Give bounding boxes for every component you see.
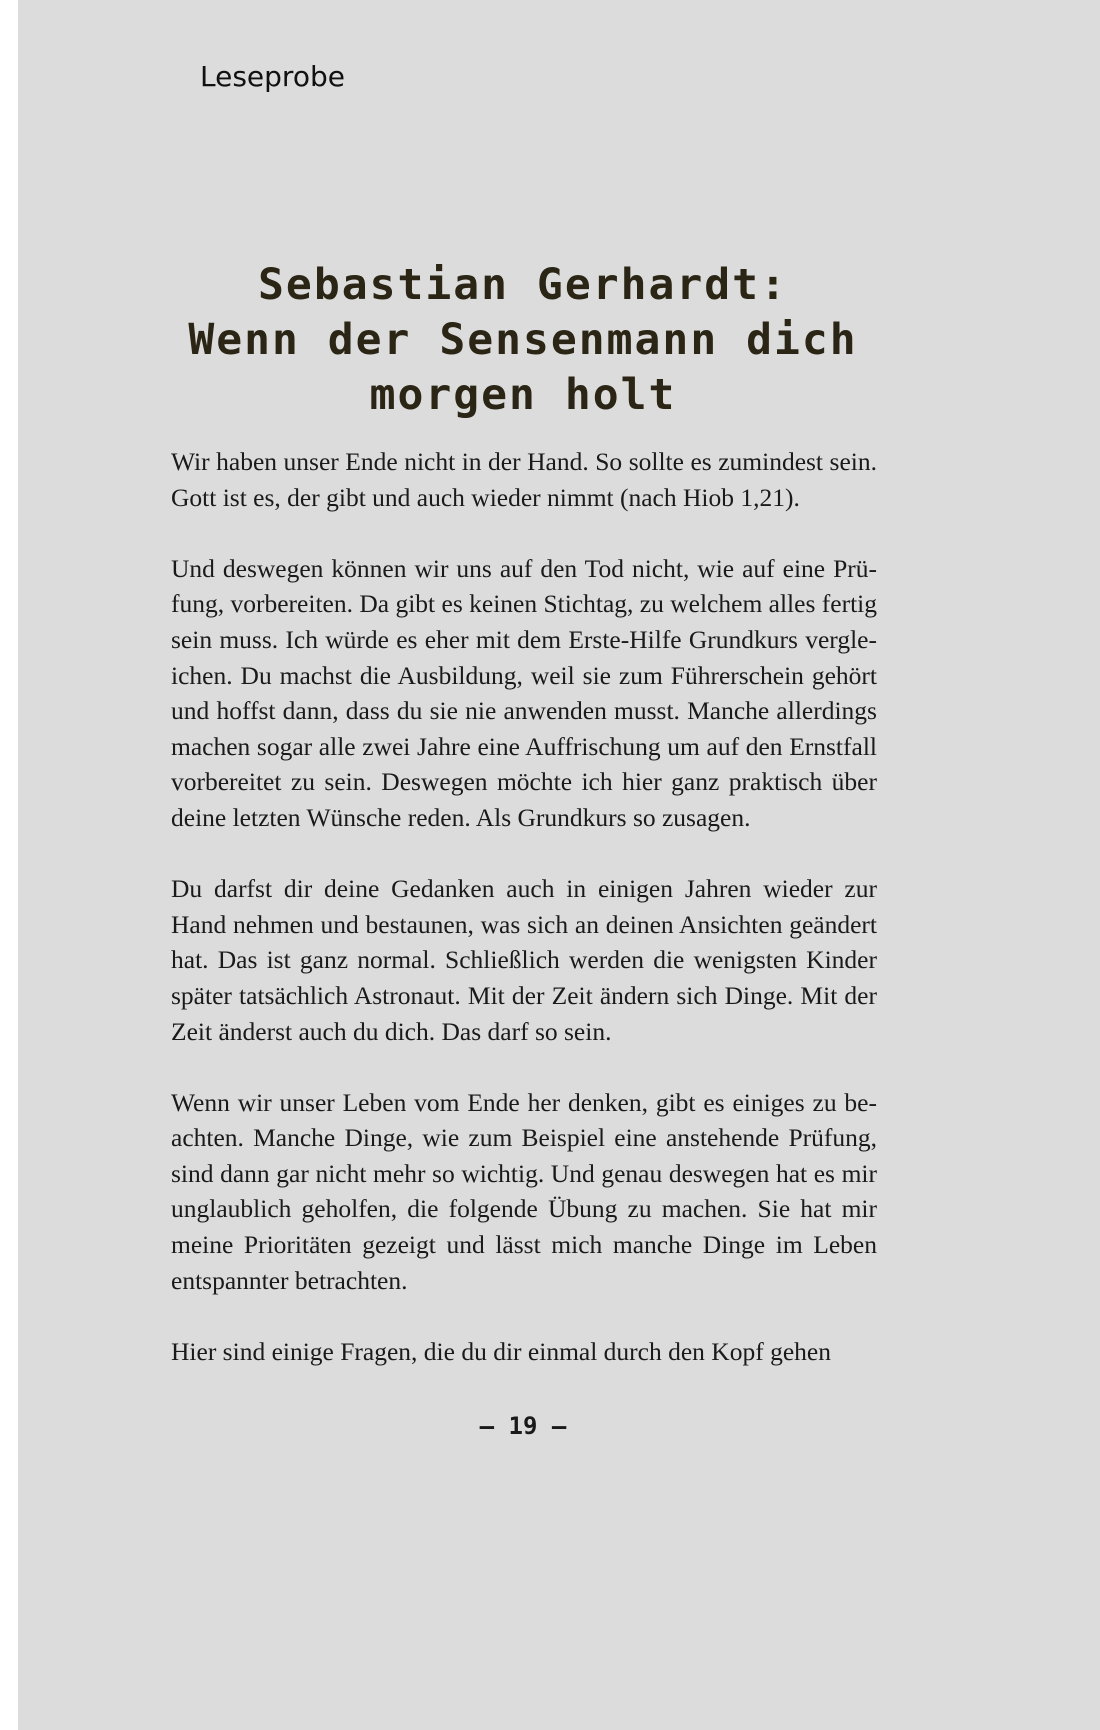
- chapter-title-line: morgen holt: [369, 370, 677, 420]
- chapter-title-line: Wenn der Sensenmann dich: [188, 315, 858, 365]
- paragraph: Hier sind einige Fragen, die du dir einmal durch den Kopf gehen: [171, 1336, 831, 1366]
- page-number: – 19 –: [479, 1412, 567, 1440]
- paragraph: Und deswegen können wir uns auf den Tod nicht, wie auf eine Prüfung, vorbereiten. Da gibt es keinen Stichtag, zu welchem alles fertig sein muss. Ich würde es eher mit dem Erste-Hilfe Grundkurs vergleichen. Du machst die Ausbildung, weil sie zum Führerschein gehört und hoffst dann, dass du sie nie anwenden musst. Manche allerdings machen sogar alle zwei Jahre eine Auffrischung um auf den Ernstfall vorbereitet zu sein. Deswegen möchte ich hier ganz praktisch über deine letzten Wünsche reden. Als Grundkurs so zusagen.: [171, 553, 877, 832]
- book-page: [18, 0, 1100, 1730]
- chapter-title: [18, 258, 1028, 423]
- body-text: [171, 444, 877, 1405]
- preview-label: Leseprobe: [200, 60, 345, 93]
- paragraph: Wir haben unser Ende nicht in der Hand. So sollte es zumindest sein. Gott ist es, der gibt und auch wieder nimmt (nach Hiob 1,21).: [171, 447, 877, 512]
- paragraph: Du darfst dir deine Gedanken auch in einigen Jahren wieder zur Hand nehmen und bestaunen, was sich an deinen Ansichten geändert hat. Das ist ganz normal. Schließlich werden die wenigsten Kinder später tatsächlich Astronaut. Mit der Zeit ändern sich Dinge. Mit der Zeit änderst auch du dich. Das darf so sein.: [171, 874, 877, 1046]
- paragraph: Wenn wir unser Leben vom Ende her denken, gibt es einiges zu beachten. Manche Dinge, wie zum Beispiel eine anstehende Prüfung, sind dann gar nicht mehr so wichtig. Und genau deswegen hat es mir unglaublich geholfen, die folgende Übung zu machen. Sie hat mir meine Prioritäten gezeigt und lässt mich manche Dinge im Leben entspannter betrachten.: [171, 1087, 877, 1295]
- chapter-title-line: Sebastian Gerhardt:: [258, 260, 788, 310]
